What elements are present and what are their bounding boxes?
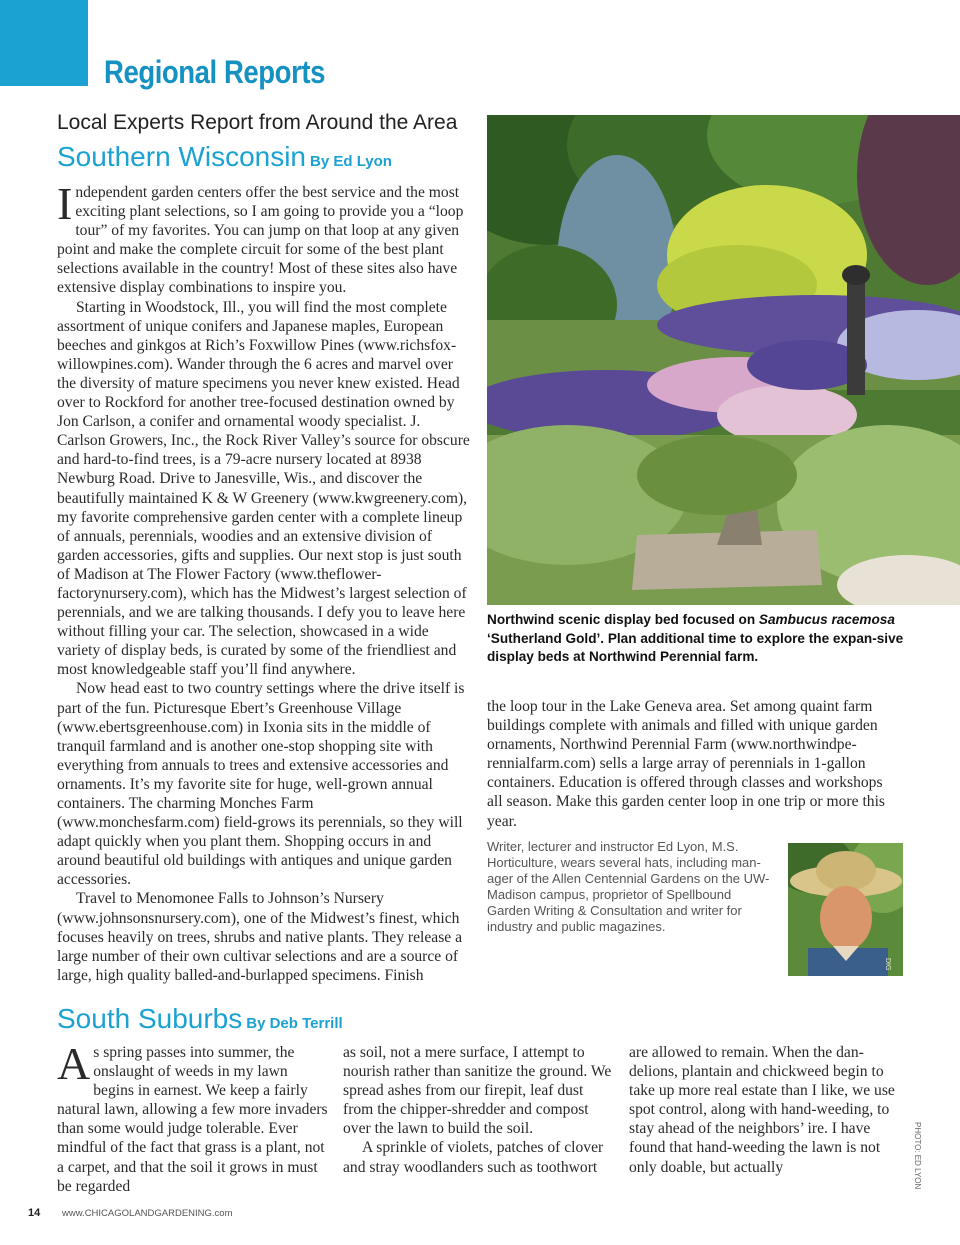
- paragraph: Travel to Menomonee Falls to Johnson’s Nursery (www.johnsonsnursery.com), one of the Midwest’s finest, which focuses heavily on trees, shrubs and native plants. They release a large number of their own cultivar selections and are a source of large, high quality balled-and-burlapped specimens. Finish: [57, 890, 463, 984]
- paragraph: [57, 1038, 329, 1196]
- section-color-tab: [0, 0, 88, 86]
- paragraph: A sprinkle of violets, patches of clover and stray woodlanders such as toothwort: [343, 1139, 604, 1176]
- garden-photo: [487, 115, 960, 605]
- region-title: Southern Wisconsin: [57, 141, 307, 172]
- section-title: Regional Reports: [104, 54, 325, 90]
- page-subtitle: Local Experts Report from Around the Area: [57, 111, 458, 134]
- photo-caption: [487, 611, 907, 667]
- region-title: South Suburbs: [57, 1003, 243, 1034]
- paragraph: [57, 178, 471, 298]
- paragraph: are allowed to remain. When the dan-delions, plantain and chickweed begin to take up more real estate than I like, we use spot control, along with hand-weeding, to stay ahead of the neighbors’ ire. I have found that hand-weeding the lawn is not only doable, but actually: [629, 1044, 895, 1176]
- paragraph-text: ndependent garden centers offer the best service and the most exciting plant selections, so I am going to provide you a “loop tour” of my favorites. You can jump on that loop at any given point and make the complete circuit for some of the best plant selections available in the country! Most of these sites also have extensive display combinations to inspire you.: [57, 184, 464, 297]
- page-number: 14: [28, 1207, 41, 1219]
- paragraph: Now head east to two country settings where the drive itself is part of the fun. Picturesque Ebert’s Greenhouse Village (www.ebertsgreenhouse.com) in Ixonia sits in the middle of tranquil farmland and is another one-stop shopping site with everything from annuals to trees and extensive accessories and ornaments. It’s my favorite site for huge, well-grown annual containers. The charming Monches Farm (www.monchesfarm.com) field-grows its perennials, so they will adapt quickly when you plant them. Shopping occurs in and around beautiful old buildings with antiques and unique garden accessories.: [57, 680, 465, 889]
- article-heading-southern-wisconsin: [57, 141, 392, 173]
- author-portrait: [788, 843, 903, 976]
- footer-url: www.CHICAGOLANDGARDENING.com: [62, 1208, 233, 1219]
- article2-column-2: [343, 1043, 615, 1177]
- article2-column-3: [629, 1043, 901, 1177]
- caption-text: Northwind scenic display bed focused on: [487, 612, 759, 627]
- paragraph: Starting in Woodstock, Ill., you will find the most complete assortment of unique conifers and Japanese maples, European beeches and ginkgos at Rich’s Foxwillow Pines (www.richsfox-willowpines.com). Wander through the 6 acres and marvel over the diversity of mature specimens you never knew existed. Head over to Rockford for another tree-focused destination owned by Jon Carlson, a conifer and ornamental woody specialist. J. Carlson Growers, Inc., the Rock River Valley’s source for obscure and hard-to-find trees, is a 79-acre nursery located at 8938 Newburg Road. Drive to Janesville, Wis., and discover the beautifully maintained K & W Greenery (www.kwgreenery.com), my favorite comprehensive garden center with a complete lineup of annuals, perennials, woodies and an extensive division of garden accessories, gifts and supplies. Our next stop is just south of Madison at The Flower Factory (www.theflower-factorynursery.com), which has the Midwest’s largest selection of perennials, and we are talking thousands. I defy you to leave here without filling your car. The selection, showcased in a wide variety of display beds, is curated by some of the friendliest and most knowledgeable staff you’ll find anywhere.: [57, 298, 470, 679]
- author-bio: Writer, lecturer and instructor Ed Lyon, M.S. Horticulture, wears several hats, including man-ager of the Allen Centennial Gardens on the UW-Madison campus, proprietor of Spellbound Garden Writing & Consultation and writer for industry and public magazines.: [487, 839, 770, 935]
- photo-credit: PHOTO: ED LYON: [913, 1122, 922, 1190]
- paragraph-text: s spring passes into summer, the onslaught of weeds in my lawn begins in earnest. We keep a fairly natural lawn, allowing a few more invaders than some would judge tolerable. Ever mindful of the fact that grass is a plant, not a carpet, and that the soil it grows in must be regarded: [57, 1044, 328, 1195]
- byline: By Deb Terrill: [246, 1015, 343, 1032]
- caption-text: ‘Sutherland Gold’. Plan additional time to explore the expan-sive display beds at Northwind Perennial farm.: [487, 630, 904, 665]
- portrait-tag: DIG: [884, 958, 891, 971]
- article-heading-south-suburbs: [57, 1003, 343, 1035]
- caption-species: Sambucus racemosa: [758, 612, 895, 627]
- paragraph: as soil, not a mere surface, I attempt to nourish rather than sanitize the ground. We spread ashes from our firepit, leaf dust from the chipper-shredder and compost over the lawn to build the soil.: [343, 1044, 612, 1138]
- portrait-illustration: [788, 843, 903, 976]
- paragraph: the loop tour in the Lake Geneva area. Set among quaint farm buildings complete with animals and filled with unique garden ornaments, Northwind Perennial Farm (www.northwindpe-rennialfarm.com) sells a large array of perennials in 1-gallon containers. Education is offered through classes and workshops all season. Make this garden center loop in one trip or more this year.: [487, 698, 885, 830]
- article2-column-1: [57, 1038, 329, 1196]
- article1-body: [57, 178, 471, 985]
- article1-continued: [487, 697, 901, 831]
- drop-cap: I: [57, 178, 73, 229]
- garden-illustration: [487, 115, 960, 605]
- byline: By Ed Lyon: [310, 153, 392, 170]
- drop-cap: A: [57, 1038, 91, 1089]
